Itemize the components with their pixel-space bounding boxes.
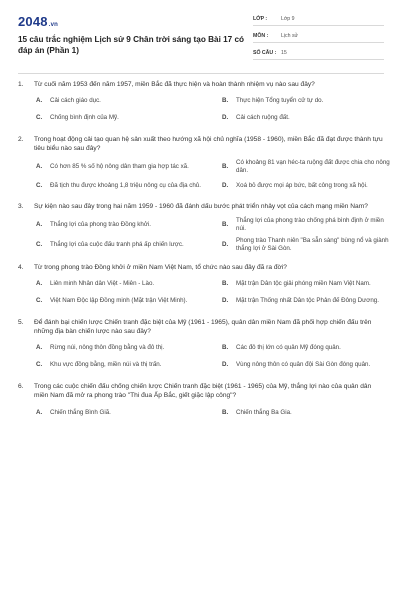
question-item [18,263,384,309]
question-number: 2. [18,135,24,143]
meta-value: Lớp 9 [281,15,295,22]
option-grid [18,216,389,254]
option-letter: C. [36,114,43,122]
option-letter: B. [222,408,229,416]
answer-option-d[interactable] [222,359,400,373]
page-title: 15 câu trắc nghiệm Lịch sử 9 Chân trời sáng tạo Bài 17 có đáp án (Phần 1) [18,35,245,55]
option-text: Thực hiện Tổng tuyển cử tự do. [236,97,324,105]
question-stem [18,135,384,154]
meta-value: Lịch sử [281,32,299,39]
option-text: Liên minh Nhân dân Việt - Miên - Lào. [50,280,155,288]
option-text: Việt Nam Độc lập Đồng minh (Mặt trận Việt Minh). [50,297,188,305]
question-number: 4. [18,263,24,271]
question-list [18,80,390,429]
option-grid [18,406,384,420]
answer-option-b[interactable] [222,278,400,292]
question-item [18,80,384,126]
option-text: Vùng nông thôn có quân đội Sài Gòn đóng quân. [236,361,371,369]
option-text: Đã tịch thu được khoảng 1,8 triệu nông cụ của địa chủ. [50,181,201,189]
site-logo[interactable] [18,14,58,29]
option-text: Chống bình định của Mỹ. [50,114,119,122]
option-letter: D. [222,361,229,369]
option-letter: B. [222,163,229,171]
answer-option-a[interactable] [36,159,216,176]
option-letter: B. [222,280,229,288]
answer-option-a[interactable] [36,406,216,420]
option-text: Chiến thắng Ba Gia. [236,408,292,416]
answer-option-a[interactable] [36,278,216,292]
meta-key: MÔN : [253,32,269,39]
option-letter: A. [36,97,43,105]
meta-value: 15 [281,49,287,56]
answer-option-b[interactable] [222,342,400,356]
option-letter: C. [36,297,43,305]
question-number: 3. [18,202,24,210]
question-text: Sự kiện nào sau đây trong hai năm 1959 - 1960 đã đánh dấu bước phát triển nhảy vọt của cách mạng miền Nam? [34,202,368,210]
option-text: Mặt trận Dân tộc giải phóng miền Nam Việt Nam. [236,280,371,288]
option-text: Có hơn 85 % số hộ nông dân tham gia hợp tác xã. [50,163,189,171]
option-grid [18,158,390,193]
option-letter: D. [222,297,229,305]
answer-option-a[interactable] [36,95,216,109]
option-text: Thắng lợi của cuộc đấu tranh phá ấp chiến lược. [50,241,184,249]
option-text: Cải cách giáo dục. [50,97,101,105]
answer-option-b[interactable] [222,406,400,420]
question-item [18,382,384,420]
option-letter: A. [36,344,43,352]
option-text: Cải cách ruộng đất. [236,114,290,122]
logo-suffix: .vn [48,22,59,28]
option-letter: D. [222,114,229,122]
question-item [18,202,389,254]
meta-row-grade [253,12,384,26]
question-item [18,135,390,193]
question-item [18,318,384,373]
option-text: Có khoảng 81 vạn héc-ta ruộng đất được chia cho nông dân. [236,158,390,175]
meta-key: SỐ CÂU : [253,49,277,56]
answer-option-d[interactable] [222,295,400,309]
option-letter: A. [36,220,43,228]
option-letter: C. [36,361,43,369]
option-text: Phong trào Thanh niên "Ba sẵn sàng" bùng nổ và giành thắng lợi ở Sài Gòn. [236,236,389,253]
option-text: Mặt trận Thống nhất Dân tộc Phản đế Đông Dương. [236,297,379,305]
option-letter: B. [222,344,229,352]
option-letter: B. [222,97,229,105]
option-letter: A. [36,280,43,288]
question-number: 5. [18,318,24,326]
answer-option-c[interactable] [36,237,216,254]
answer-option-d[interactable] [222,112,400,126]
option-letter: C. [36,241,43,249]
option-text: Khu vực đồng bằng, miền núi và thị trấn. [50,361,162,369]
option-letter: A. [36,408,43,416]
answer-option-c[interactable] [36,112,216,126]
question-text: Trong hoạt động cải tạo quan hệ sản xuất theo hướng xã hội chủ nghĩa (1958 - 1960), miền Bắc đã đạt được thành tựu tiêu biểu nào sau đây? [34,135,383,153]
meta-panel [253,12,384,60]
answer-option-c[interactable] [36,295,216,309]
option-text: Rừng núi, nông thôn đồng bằng và đô thị. [50,344,165,352]
option-text: Thắng lợi của phong trào chống phá bình định ở miền núi. [236,216,384,233]
page-header [18,12,384,70]
answer-option-d[interactable] [222,179,400,193]
header-divider [18,73,384,74]
meta-key: LỚP : [253,15,268,22]
option-letter: D. [222,181,229,189]
answer-option-b[interactable] [222,95,400,109]
answer-option-a[interactable] [36,217,216,234]
answer-option-a[interactable] [36,342,216,356]
option-text: Các đô thị lớn có quân Mỹ đóng quân. [236,344,341,352]
option-text: Xoá bỏ được mọi áp bức, bất công trong xã hội. [236,181,368,189]
option-text: Thắng lợi của phong trào Đồng khởi. [50,220,151,228]
option-letter: C. [36,181,43,189]
meta-row-count [253,46,384,60]
question-stem [18,202,384,212]
question-stem [18,80,384,90]
answer-option-b[interactable] [222,159,400,176]
option-text: Chiến thắng Bình Giã. [50,408,111,416]
option-grid [18,95,384,126]
option-letter: D. [222,241,229,249]
question-stem [18,382,384,401]
question-stem [18,263,384,273]
question-text: Từ trong phong trào Đồng khởi ở miền Nam Việt Nam, tổ chức nào sau đây đã ra đời? [34,263,287,271]
answer-option-c[interactable] [36,179,216,193]
question-stem [18,318,384,337]
answer-option-d[interactable] [222,237,400,254]
question-number: 1. [18,81,24,88]
option-letter: B. [222,220,229,228]
question-text: Để đánh bại chiến lược Chiến tranh đặc biệt của Mỹ (1961 - 1965), quân dân miền Nam đã phối hợp chiến đấu trên những địa bàn chiến lược nào sau đây? [34,318,372,336]
meta-row-subject [253,29,384,43]
option-letter: A. [36,163,43,171]
option-grid [18,342,384,373]
option-grid [18,278,384,309]
logo-text: 2048 [18,14,48,29]
question-text: Trong các cuộc chiến đấu chống chiến lược Chiến tranh đặc biệt (1961 - 1965) của Mỹ, thắng lợi nào của quân dân miền Nam đã mở ra phong trào "Thi đua Ấp Bắc, giết giặc lập công"? [34,382,372,400]
question-number: 6. [18,382,24,390]
question-text: Từ cuối năm 1953 đến năm 1957, miền Bắc đã thực hiện và hoàn thành nhiệm vụ nào sau đây? [34,81,315,88]
answer-option-c[interactable] [36,359,216,373]
answer-option-b[interactable] [222,217,400,234]
